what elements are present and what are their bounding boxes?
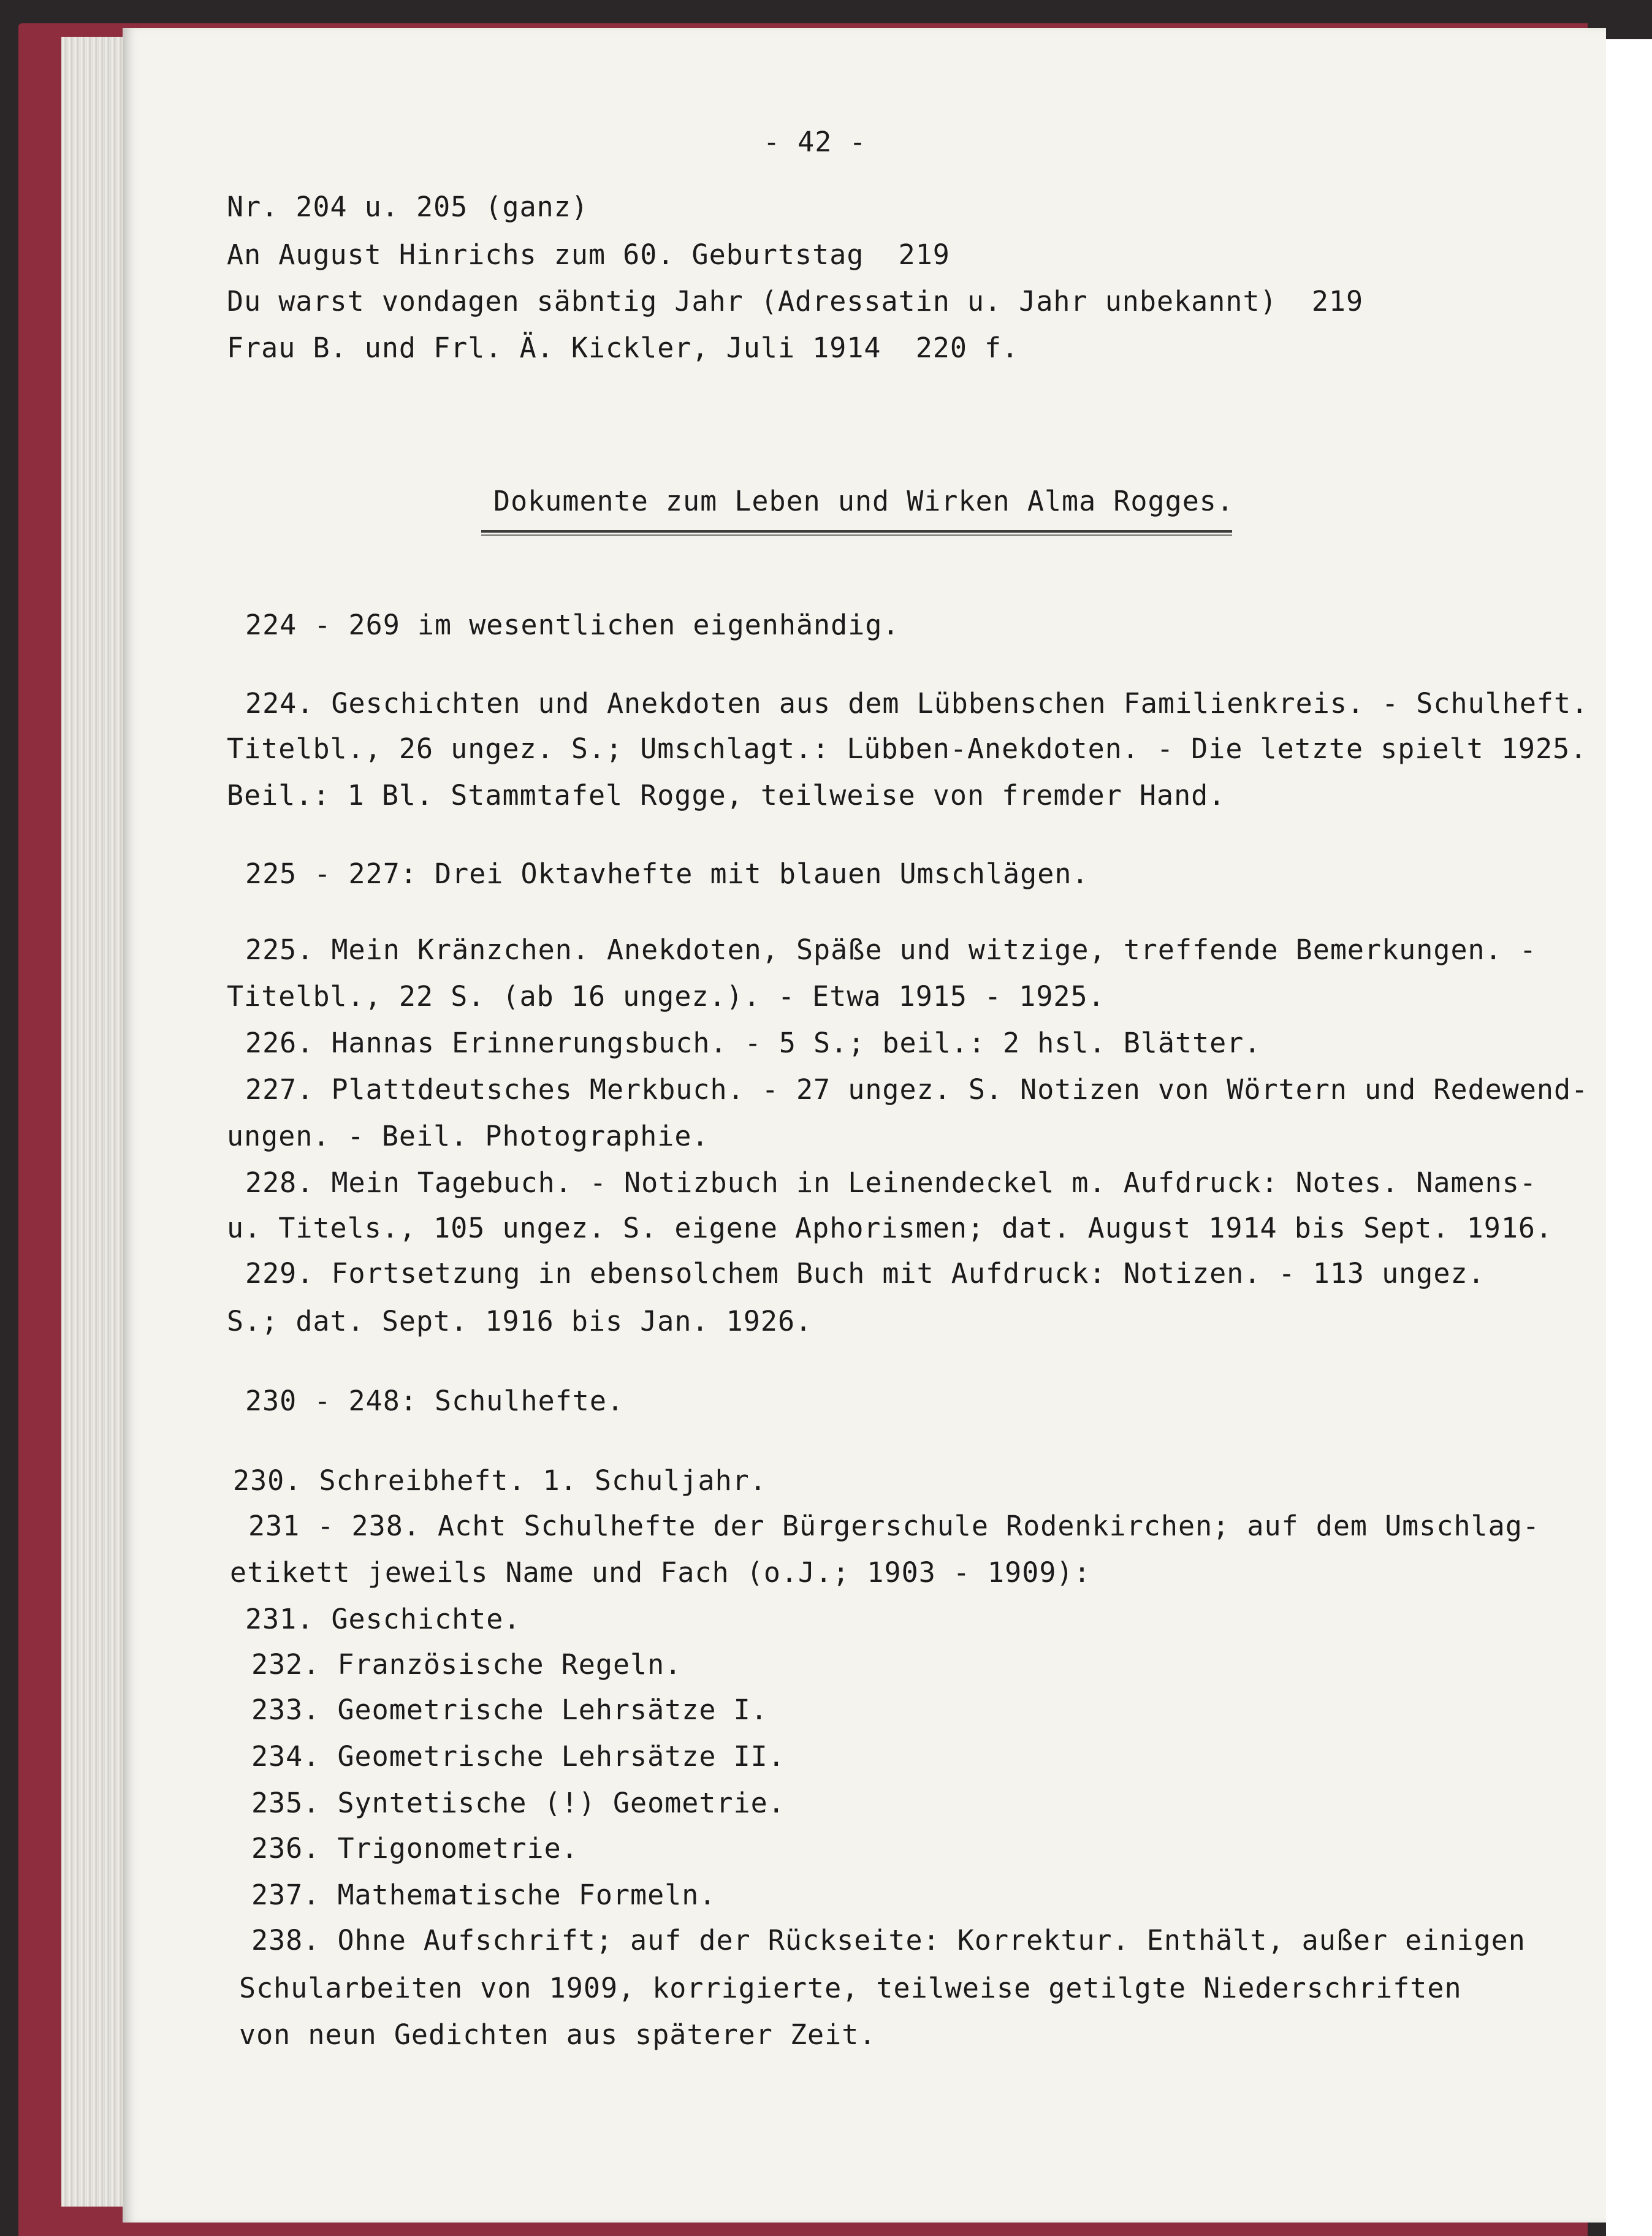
body-line: 238. Ohne Aufschrift; auf der Rückseite: Korrektur. Enthält, außer einigen: [251, 1924, 1526, 1956]
body-line: Titelbl., 26 ungez. S.; Umschlagt.: Lübben-Anekdoten. - Die letzte spielt 1925.: [227, 732, 1588, 765]
body-line: 233. Geometrische Lehrsätze I.: [251, 1694, 768, 1726]
intro-line: Du warst vondagen säbntig Jahr (Adressatin u. Jahr unbekannt) 219: [227, 285, 1364, 318]
heading-underline: [481, 534, 1232, 536]
body-line: 237. Mathematische Formeln.: [251, 1879, 717, 1911]
heading-underline: [481, 530, 1232, 533]
body-line: 232. Französische Regeln.: [251, 1648, 682, 1681]
body-line: Schularbeiten von 1909, korrigierte, teilweise getilgte Niederschriften: [239, 1972, 1462, 2004]
body-line: 231. Geschichte.: [245, 1603, 521, 1635]
intro-line: Nr. 204 u. 205 (ganz): [227, 191, 588, 223]
intro-line: Frau B. und Frl. Ä. Kickler, Juli 1914 220 f.: [227, 332, 1019, 364]
body-line: 230. Schreibheft. 1. Schuljahr.: [233, 1464, 767, 1497]
body-line: 231 - 238. Acht Schulhefte der Bürgerschule Rodenkirchen; auf dem Umschlag-: [248, 1510, 1540, 1542]
body-line: etikett jeweils Name und Fach (o.J.; 1903 - 1909):: [230, 1556, 1091, 1589]
body-line: S.; dat. Sept. 1916 bis Jan. 1926.: [227, 1305, 813, 1337]
section-heading: [493, 485, 1234, 517]
body-line: 228. Mein Tagebuch. - Notizbuch in Leinendeckel m. Aufdruck: Notes. Namens-: [245, 1166, 1537, 1199]
page-number: - 42 -: [763, 126, 867, 158]
body-line: 224 - 269 im wesentlichen eigenhändig.: [245, 609, 900, 641]
body-line: 225 - 227: Drei Oktavhefte mit blauen Umschlägen.: [245, 858, 1089, 890]
body-line: u. Titels., 105 ungez. S. eigene Aphorismen; dat. August 1914 bis Sept. 1916.: [227, 1212, 1553, 1244]
body-line: 224. Geschichten und Anekdoten aus dem Lübbenschen Familienkreis. - Schulheft.: [245, 687, 1589, 720]
body-line: 236. Trigonometrie.: [251, 1832, 579, 1865]
scan-margin: [1606, 39, 1652, 2236]
body-line: 235. Syntetische (!) Geometrie.: [251, 1787, 785, 1819]
body-line: ungen. - Beil. Photographie.: [227, 1120, 709, 1152]
body-line: Beil.: 1 Bl. Stammtafel Rogge, teilweise von fremder Hand.: [227, 779, 1226, 812]
body-line: 230 - 248: Schulhefte.: [245, 1385, 625, 1417]
body-line: 226. Hannas Erinnerungsbuch. - 5 S.; beil.: 2 hsl. Blätter.: [245, 1027, 1262, 1059]
body-line: 227. Plattdeutsches Merkbuch. - 27 ungez. S. Notizen von Wörtern und Redewend-: [245, 1073, 1589, 1106]
intro-line: An August Hinrichs zum 60. Geburtstag 219: [227, 238, 950, 271]
body-line: 234. Geometrische Lehrsätze II.: [251, 1740, 785, 1773]
body-line: Titelbl., 22 S. (ab 16 ungez.). - Etwa 1915 - 1925.: [227, 980, 1105, 1013]
body-line: von neun Gedichten aus späterer Zeit.: [239, 2018, 877, 2051]
section-heading-text: Dokumente zum Leben und Wirken Alma Rogges.: [493, 485, 1234, 517]
body-line: 225. Mein Kränzchen. Anekdoten, Späße und witzige, treffende Bemerkungen. -: [245, 934, 1537, 966]
body-line: 229. Fortsetzung in ebensolchem Buch mit Aufdruck: Notizen. - 113 ungez.: [245, 1257, 1485, 1290]
